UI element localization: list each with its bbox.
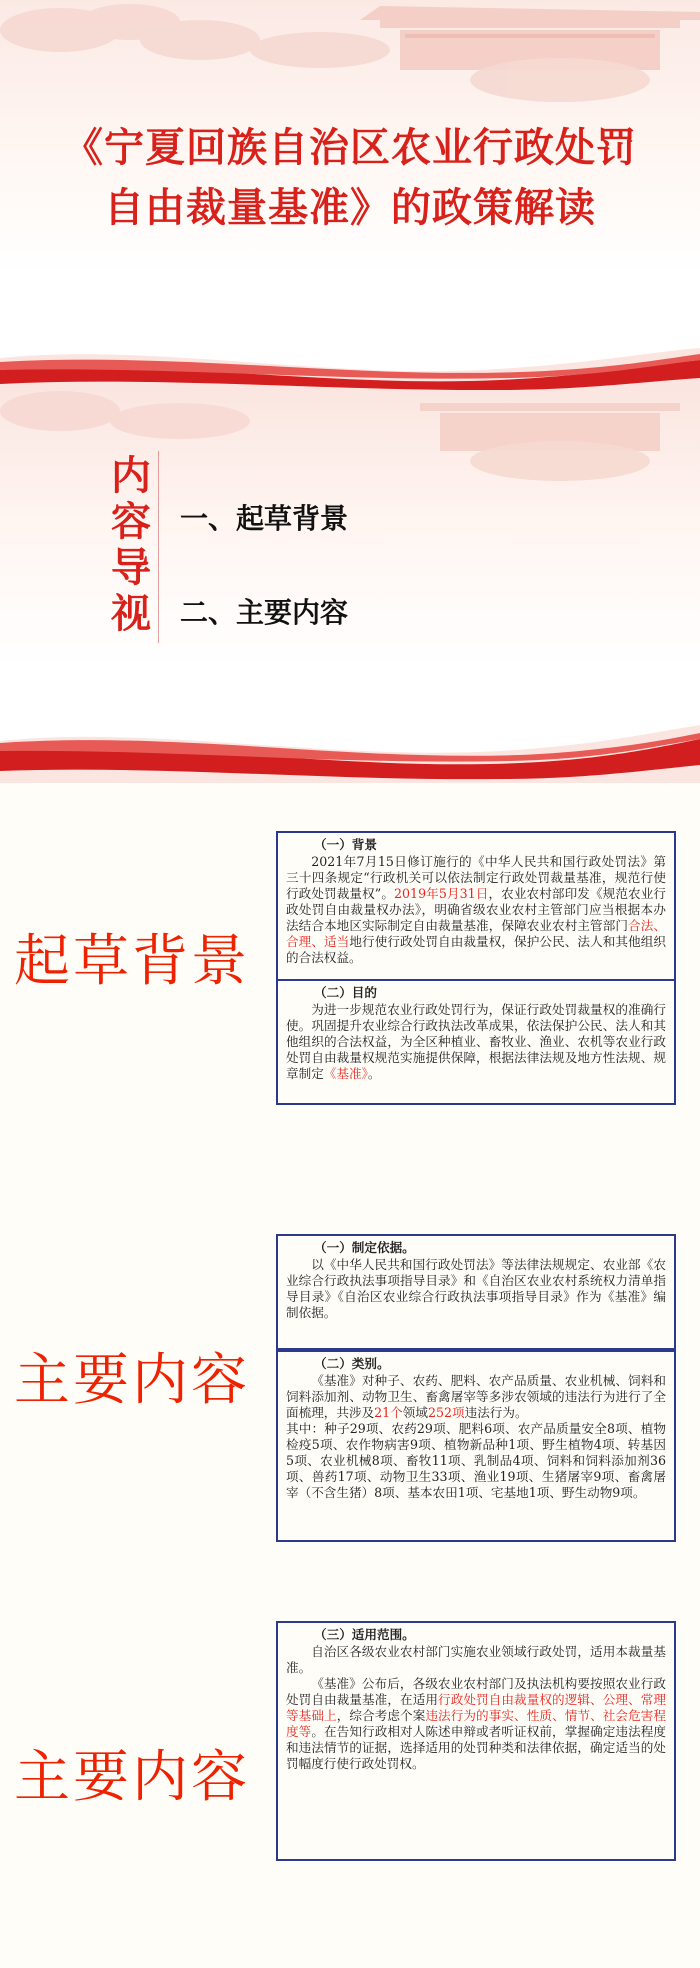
red-ribbon-decoration — [0, 721, 700, 783]
paragraph-text: 地行使行政处罚自由裁量权，保护公民、法人和其他组织的合法权益。 — [286, 934, 667, 965]
highlight-count: 21个 — [374, 1405, 403, 1420]
box-paragraph: 自治区各级农业农村部门实施农业领域行政处罚，适用本裁量基准。 — [286, 1644, 666, 1675]
contents-slide — [0, 391, 700, 783]
contents-item-main: 二、主要内容 — [180, 596, 349, 629]
section-label: 起草背景 — [14, 929, 250, 994]
contents-label-char: 内 — [111, 453, 151, 499]
paragraph-text: 为进一步规范农业行政处罚行为，保证行政处罚裁量权的准确行使。巩固提升农业综合行政执法改革成果，依法保护公民、法人和其他组织的合法权益，为全区种植业、畜牧业、渔业、农机等农业行政处罚自由裁量权规范实施提供保障，根据法律法规及地方性法规、规章制定 — [286, 1002, 666, 1081]
page-title — [0, 118, 700, 238]
box-heading: （二）目的 — [314, 985, 377, 1000]
contents-vertical-label — [106, 453, 156, 637]
title-line-2: 自由裁量基准》的政策解读 — [104, 185, 596, 231]
contents-label-char: 视 — [111, 591, 151, 637]
paragraph-text: 《基准》公布后，各级农业农村部门及执法机构要按照农业行政处罚自由裁量基准，在适用 — [286, 1676, 666, 1707]
purpose-textbox — [276, 979, 676, 1105]
temple-cloud-decoration — [0, 0, 700, 120]
paragraph-text: 2021年7月15日修订施行的《中华人民共和国行政处罚法》第三十四条规定“行政机关可以依法制定行政处罚裁量基准，规范行使行政处罚裁量权”。 — [286, 854, 666, 901]
box-paragraph — [286, 1002, 666, 1082]
highlight-date: 2019年5月31日 — [394, 886, 489, 901]
contents-item-background: 一、起草背景 — [180, 502, 349, 535]
basis-textbox — [276, 1234, 676, 1350]
highlight-text: 违法行为的事实、性质、情节、社会危害程度等 — [286, 1708, 667, 1739]
contents-label-char: 容 — [111, 499, 151, 545]
box-heading: （三）适用范围。 — [314, 1627, 415, 1642]
section-label: 主要内容 — [14, 1348, 250, 1413]
box-paragraph — [286, 854, 666, 966]
box-paragraph — [286, 1373, 666, 1421]
box-paragraph — [286, 1676, 666, 1772]
scope-textbox — [276, 1621, 676, 1861]
contents-label-char: 导 — [111, 545, 151, 591]
red-ribbon-decoration — [0, 348, 700, 391]
box-heading: （一）背景 — [314, 837, 377, 852]
highlight-count: 252项 — [427, 1405, 465, 1420]
paragraph-text: 。 — [367, 1066, 381, 1081]
contents-divider — [158, 451, 159, 643]
highlight-text: 行政处罚自由裁量权的逻辑、公理、常理等基础上 — [286, 1692, 667, 1723]
main-content-slide-1 — [0, 1178, 700, 1573]
paragraph-text: 《基准》对种子、农药、肥料、农产品质量、农业机械、饲料和饲料添加剂、动物卫生、畜禽屠宰等多涉农领域的违法行为进行了全面梳理，共涉及 — [286, 1373, 666, 1420]
paragraph-text: ，综合考虑个案 — [336, 1708, 426, 1723]
highlight-text: 合法、合理、适当 — [286, 918, 667, 949]
title-slide — [0, 0, 700, 391]
box-paragraph: 其中：种子29项、农药29项、肥料6项、农产品质量安全8项、植物检疫5项、农作物病害9项、植物新品种1项、野生植物4项、转基因5项、农业机械8项、畜牧11项、乳制品4项、饲料和饲料添加剂36项、兽药17项、动物卫生33项、渔业19项、生猪屠宰9项、畜禽屠宰（不含生猪）8项、基本农田1项、宅基地1项、野生动物9项。 — [286, 1421, 666, 1500]
background-slide — [0, 783, 700, 1178]
box-paragraph: 以《中华人民共和国行政处罚法》等法律法规规定、农业部《农业综合行政执法事项指导目录》和《自治区农业农村系统权力清单指导目录》《自治区农业综合行政执法事项指导目录》作为《基准》编制依据。 — [286, 1257, 666, 1320]
box-heading: （一）制定依据。 — [314, 1240, 415, 1255]
paragraph-text: 违法行为。 — [464, 1405, 528, 1420]
box-heading: （二）类别。 — [314, 1356, 390, 1371]
highlight-text: 《基准》 — [323, 1066, 368, 1081]
title-line-1: 《宁夏回族自治区农业行政处罚 — [63, 125, 637, 171]
paragraph-text: ，农业农村部印发《规范农业行政处罚自由裁量权办法》，明确省级农业农村主管部门应当根据本办法结合本地区实际制定自由裁量基准，保障农业农村主管部门 — [286, 886, 666, 933]
section-label: 主要内容 — [14, 1745, 250, 1810]
paragraph-text: 领域 — [402, 1405, 428, 1420]
paragraph-text: 。在告知行政相对人陈述申辩或者听证权前，掌握确定违法程度和违法情节的证据，选择适用的处罚种类和法律依据，确定适当的处罚幅度行使行政处罚权。 — [286, 1724, 667, 1771]
category-textbox — [276, 1350, 676, 1542]
background-textbox — [276, 831, 676, 981]
main-content-slide-2 — [0, 1573, 700, 1968]
temple-cloud-decoration — [0, 391, 700, 511]
